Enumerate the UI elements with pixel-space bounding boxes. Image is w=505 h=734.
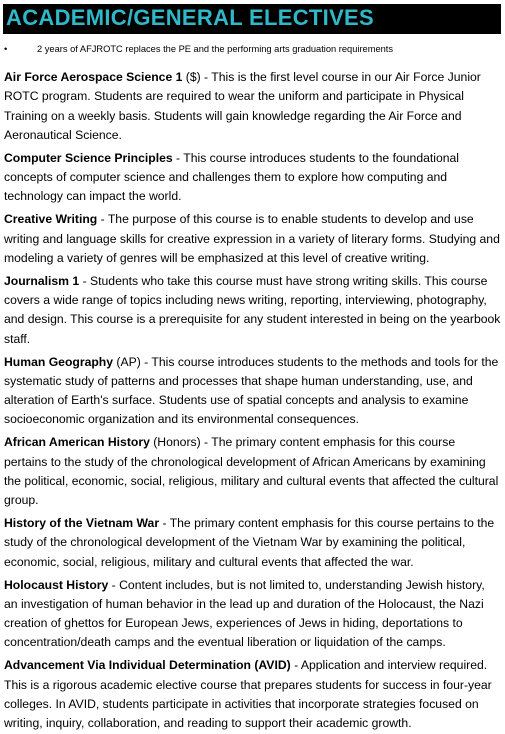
course-entry bbox=[4, 576, 501, 653]
course-description: - The primary content emphasis for this course pertains to the study of the chronological development of the Vietnam War by examining the political, economic, social, religious, military and cultural events that affected the war. bbox=[4, 516, 495, 569]
course-entry bbox=[4, 149, 501, 207]
course-name: Advancement Via Individual Determination (AVID) bbox=[4, 658, 291, 673]
bullet-icon: • bbox=[4, 44, 8, 54]
course-entry bbox=[4, 514, 501, 572]
course-description: - The purpose of this course is to enable students to develop and use writing and language skills for creative expression in a variety of literary forms. Studying and modeling a variety of genres will be emphasized at this level of creative writing. bbox=[4, 212, 500, 265]
course-name: Computer Science Principles bbox=[4, 150, 173, 165]
course-name: Human Geography bbox=[4, 354, 114, 369]
requirement-note-text: 2 years of AFJROTC replaces the PE and the performing arts graduation requirements bbox=[37, 44, 394, 54]
section-title: ACADEMIC/GENERAL ELECTIVES bbox=[6, 5, 374, 30]
course-tag: (Honors) bbox=[149, 435, 201, 450]
course-tag: (AP) bbox=[113, 354, 141, 369]
course-name: Air Force Aerospace Science 1 bbox=[4, 70, 183, 84]
course-entry bbox=[4, 68, 501, 145]
course-entry bbox=[4, 272, 501, 349]
course-name: Creative Writing bbox=[4, 212, 98, 227]
course-description: - Content includes, but is not limited to, understanding Jewish history, an investigation of human behavior in the lead up and duration of the Holocaust, the Nazi creation of ghettos for European Jews, experiences of Jews in hiding, deportations to concentration/death camps and the eventual liberation or liquidation of the camps. bbox=[4, 577, 485, 650]
course-tag: ($) bbox=[182, 70, 201, 84]
course-entry bbox=[4, 210, 501, 268]
course-description: - Application and interview required. This is a rigorous academic elective course that prepares students for success in four-year colleges. In AVID, students participate in activities that incorporate strategies focused on writing, inquiry, collaboration, and reading to support their academic growth. bbox=[4, 658, 492, 731]
course-entry bbox=[4, 433, 501, 510]
course-name: Journalism 1 bbox=[4, 273, 80, 288]
course-name: Holocaust History bbox=[4, 577, 109, 592]
course-list bbox=[4, 68, 501, 734]
course-description: - Students who take this course must have strong writing skills. This course covers a wide range of topics including news writing, reporting, interviewing, photography, and design. This course is a prerequisite for any student interested in being on the yearbook staff. bbox=[4, 273, 501, 346]
course-name: African American History bbox=[4, 435, 150, 450]
course-description: - This course introduces students to the foundational concepts of computer science and challenges them to explore how computing and technology can impact the world. bbox=[4, 150, 460, 204]
course-description: - This is the first level course in our Air Force Junior ROTC program. Students are required to wear the uniform and participate in Physical Training on a weekly basis. Students will gain knowledge regarding the Air Force and Aeronautical Science. bbox=[4, 70, 481, 142]
section-header bbox=[3, 4, 501, 34]
course-description: - This course introduces students to the methods and tools for the systematic study of patterns and processes that shape human understanding, use, and alteration of Earth's surface. Students use of spatial concepts and analysis to examine socioeconomic organization and its environmental consequences. bbox=[4, 354, 499, 427]
course-description: - The primary content emphasis for this course pertains to the study of the chronological development of African Americans by examining the political, economic, social, religious, military and cultural events that affected the cultural group. bbox=[4, 435, 499, 508]
course-entry bbox=[4, 353, 501, 430]
course-name: History of the Vietnam War bbox=[4, 516, 160, 531]
